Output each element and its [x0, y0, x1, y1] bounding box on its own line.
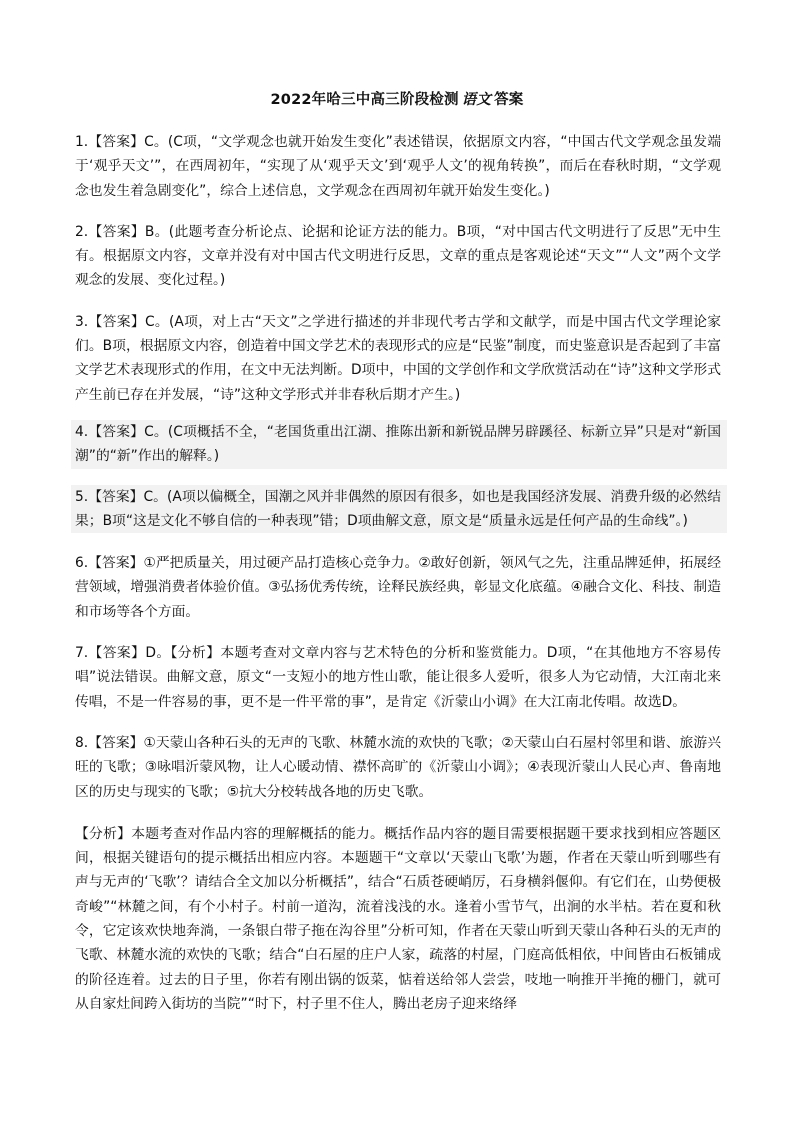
answer-2: 2.【答案】B。(此题考查分析论点、论据和论证方法的能力。B项，“对中国古代文明进行了反思”无中生有。根据原文内容，文章并没有对中国古代文明进行反思，文章的重点是客观论述“天文”“人文”两个文学观念的发展、变化过程。) — [75, 223, 721, 289]
page-title — [0, 88, 794, 109]
answer-body — [75, 130, 721, 1028]
answer-8-analysis: 【分析】本题考查对作品内容的理解概括的能力。概括作品内容的题目需要根据题干要求找到相应答题区间，根据关键语句的提示概括出相应内容。本题题干“文章以‘天蒙山飞歌’为题，作者在天蒙山听到哪些有声与无声的‘飞歌’？请结合全文加以分析概括”，结合“石质苍硬峭厉，石身横斜偃仰。有它们在，山势便极奇峻”“林麓之间，有个小村子。村前一道沟，流着浅浅的水。逢着小雪节气，出涧的水半枯。若在夏和秋令，它定该欢快地奔淌，一条银白带子拖在沟谷里”分析可知，作者在天蒙山听到天蒙山各种石头的无声的飞歌、林麓水流的欢快的飞歌；结合“白石屋的庄户人家，疏落的村屋，门庭高低相依，中间皆由石板铺成的阶径连着。过去的日子里，你若有刚出锅的饭菜，惦着送给邻人尝尝，吱地一响推开半掩的栅门，就可从自家灶间跨入街坊的当院”“时下，村子里不住人，腾出老房子迎来络绎 — [75, 825, 721, 1012]
answer-1: 1.【答案】C。(C项，“文学观念也就开始发生变化”表述错误，依据原文内容，“中国古代文学观念虽发端于‘观乎天文’”，在西周初年，“实现了从‘观乎天文’到‘观乎人文’的视角转换”，而后在春秋时期，“文学观念也发生着急剧变化”，综合上述信息，文学观念在西周初年就开始发生变化。) — [75, 134, 721, 199]
title-prefix: 2022年哈三中高三阶段检测 — [270, 92, 459, 108]
answer-5: 5.【答案】C。(A项以偏概全，国潮之风并非偶然的原因有很多，如也是我国经济发展、消费升级的必然结果；B项“这是文化不够自信的一种表现”错；D项曲解文意，原文是“质量永远是任何产品的生命线”。) — [71, 485, 727, 534]
answer-6: 6.【答案】①严把质量关，用过硬产品打造核心竞争力。②敢好创新，领风气之先，注重品牌延伸，拓展经营领域，增强消费者体验价值。③弘扬优秀传统，诠释民族经典，彰显文化底蕴。④融合文化、科技、制造和市场等各个方面。 — [75, 555, 721, 620]
answer-4: 4.【答案】C。(C项概括不全，“老国货重出江湖、推陈出新和新锐品牌另辟蹊径、标新立异”只是对“新国潮”的“新”作出的解释。) — [71, 420, 727, 469]
title-subject: 语文 — [461, 91, 492, 108]
title-suffix: 答案 — [494, 92, 524, 108]
answer-3: 3.【答案】C。(A项，对上古“天文”之学进行描述的并非现代考古学和文献学，而是中国古代文学理论家们。B项，根据原文内容，创造着中国文学艺术的表现形式的应是“民鉴”制度，而史鉴意识是否起到了丰富文学艺术表现形式的作用，在文中无法判断。D项中，中国的文学创作和文学欣赏活动在“诗”这种文学形式产生前已存在并发展，“诗”这种文学形式并非春秋后期才产生。) — [75, 313, 721, 403]
answer-7: 7.【答案】D。【分析】本题考查对文章内容与艺术特色的分析和鉴赏能力。D项，“在其他地方不容易传唱”说法错误。曲解文意，原文“一支短小的地方性山歌，能让很多人爱听，很多人为它动情，大江南北来传唱，不是一件容易的事，更不是一件平常的事”，是肯定《沂蒙山小调》在大江南北传唱。故选D。 — [75, 645, 721, 710]
answer-8: 8.【答案】①天蒙山各种石头的无声的飞歌、林麓水流的欢快的飞歌；②天蒙山白石屋村邻里和谐、旅游兴旺的飞歌；③咏唱沂蒙风物，让人心暖动情、襟怀高旷的《沂蒙山小调》；④表现沂蒙山人民心声、鲁南地区的历史与现实的飞歌；⑤抗大分校转战各地的历史飞歌。 — [75, 734, 721, 800]
